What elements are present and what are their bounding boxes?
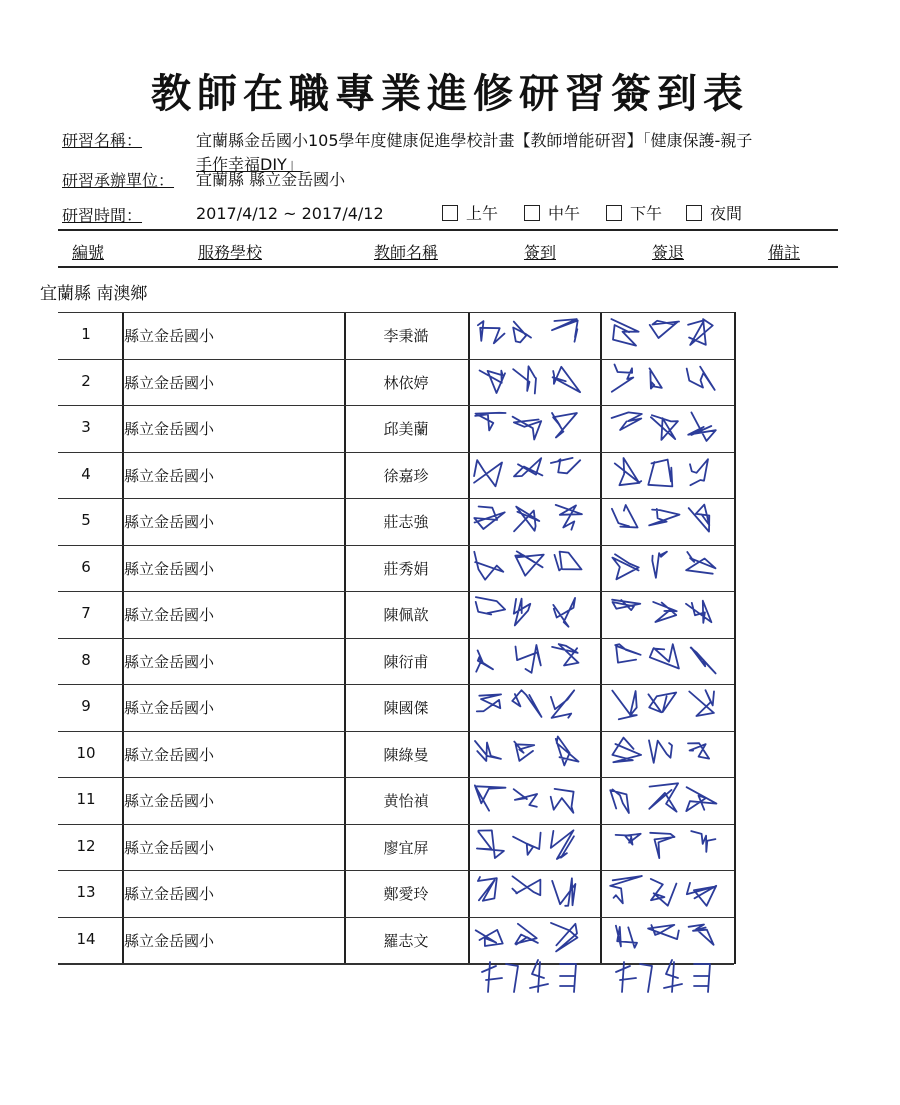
row-number: 3: [81, 418, 91, 436]
row-teacher: 林依婷: [383, 373, 429, 392]
row-number: 13: [76, 883, 96, 901]
row-teacher: 莊志強: [383, 513, 429, 531]
row-school: 縣立金岳國小: [124, 606, 215, 624]
row-school: 縣立金岳國小: [124, 559, 215, 578]
row-teacher: 邱美蘭: [383, 420, 429, 438]
signature-scribble: [474, 458, 580, 486]
signature-scribble: [612, 505, 709, 532]
session-night[interactable]: 夜間: [686, 201, 742, 224]
page-title: 教師在職專業進修研習簽到表: [151, 70, 749, 117]
signature-scribble: [480, 366, 580, 393]
row-school: 縣立金岳國小: [124, 513, 215, 531]
row-school: 縣立金岳國小: [124, 652, 215, 671]
row-number: 1: [81, 325, 91, 343]
signature-scribble: [477, 690, 574, 718]
signature-scribble: [610, 876, 716, 906]
signature-scribble: [476, 923, 578, 952]
signature-scribble: [478, 876, 576, 906]
row-teacher: 陳綠曼: [383, 745, 429, 764]
region-label: 宜蘭縣 南澳鄉: [40, 284, 148, 304]
course-name-line2: 手作幸福DIY」: [196, 155, 303, 174]
course-name-line1: 宜蘭縣金岳國小105學年度健康促進學校計畫【教師增能研習】「健康保護-親子: [196, 131, 753, 150]
signature-scribble: [615, 644, 715, 673]
row-teacher: 羅志文: [383, 931, 429, 950]
extra-signature: [482, 960, 710, 992]
row-number: 9: [81, 697, 91, 715]
signature-scribble: [616, 831, 716, 858]
row-number: 11: [76, 790, 96, 808]
session-morning[interactable]: 上午: [442, 201, 498, 224]
col-header-teacher: 教師名稱: [373, 243, 438, 262]
signature-scribble: [475, 785, 574, 812]
row-teacher: 陳衍甫: [383, 652, 429, 671]
signature-scribble: [612, 690, 714, 719]
row-teacher: 莊秀娟: [383, 559, 429, 578]
row-number: 5: [81, 511, 91, 529]
row-number: 2: [81, 371, 91, 390]
col-header-number: 編號: [71, 243, 104, 262]
signature-scribble: [478, 319, 578, 343]
col-header-remarks: 備註: [767, 243, 800, 262]
signature-scribble: [615, 458, 708, 486]
course-name-label: 研習名稱：: [62, 131, 143, 150]
signature-scribble: [476, 597, 575, 627]
session-noon[interactable]: 中午: [524, 201, 580, 224]
course-time-label: 研習時間：: [62, 206, 143, 225]
course-time-value: 2017/4/12 ~ 2017/4/12: [196, 204, 384, 223]
signature-scribble: [612, 600, 711, 623]
session-afternoon[interactable]: 下午: [606, 201, 662, 224]
signature-scribble: [474, 551, 581, 579]
signature-scribble: [612, 738, 709, 763]
row-teacher: 徐嘉珍: [383, 466, 429, 485]
row-number: 6: [81, 557, 91, 576]
row-school: 縣立金岳國小: [124, 699, 215, 717]
row-number: 7: [81, 604, 91, 622]
row-number: 8: [81, 650, 91, 669]
signature-scribble: [475, 737, 579, 766]
signature-scribble: [612, 365, 715, 392]
row-teacher: 鄭愛玲: [383, 885, 429, 903]
row-school: 縣立金岳國小: [124, 466, 215, 485]
row-number: 12: [76, 836, 96, 855]
row-number: 4: [81, 464, 91, 483]
row-teacher: 李秉澔: [383, 327, 429, 345]
signature-scribble: [612, 552, 715, 580]
signature-scribble: [610, 783, 716, 813]
row-teacher: 黄怡禎: [383, 792, 429, 810]
row-school: 縣立金岳國小: [124, 838, 215, 857]
signature-scribble: [616, 925, 714, 948]
row-school: 縣立金岳國小: [124, 931, 215, 950]
signature-scribble: [612, 412, 716, 441]
col-header-signout: 簽退: [651, 243, 684, 262]
signature-scribble: [475, 413, 577, 440]
row-school: 縣立金岳國小: [124, 373, 215, 392]
row-school: 縣立金岳國小: [124, 327, 215, 345]
row-teacher: 廖宜屏: [383, 838, 429, 857]
organizer-label: 研習承辦單位：: [62, 171, 175, 190]
row-school: 縣立金岳國小: [124, 745, 215, 764]
row-teacher: 陳國傑: [383, 699, 429, 717]
row-teacher: 陳佩歆: [383, 606, 429, 624]
organizer-value: 宜蘭縣 縣立金岳國小: [196, 170, 346, 189]
row-school: 縣立金岳國小: [124, 885, 215, 903]
col-header-school: 服務學校: [197, 243, 262, 262]
row-school: 縣立金岳國小: [124, 792, 215, 810]
signature-scribble: [476, 644, 578, 673]
signature-scribble: [474, 505, 582, 531]
row-number: 10: [76, 743, 96, 762]
signature-scribble: [477, 830, 574, 859]
signature-scribble: [611, 319, 712, 346]
col-header-signin: 簽到: [523, 243, 556, 262]
row-number: 14: [76, 929, 96, 948]
row-school: 縣立金岳國小: [124, 420, 215, 438]
